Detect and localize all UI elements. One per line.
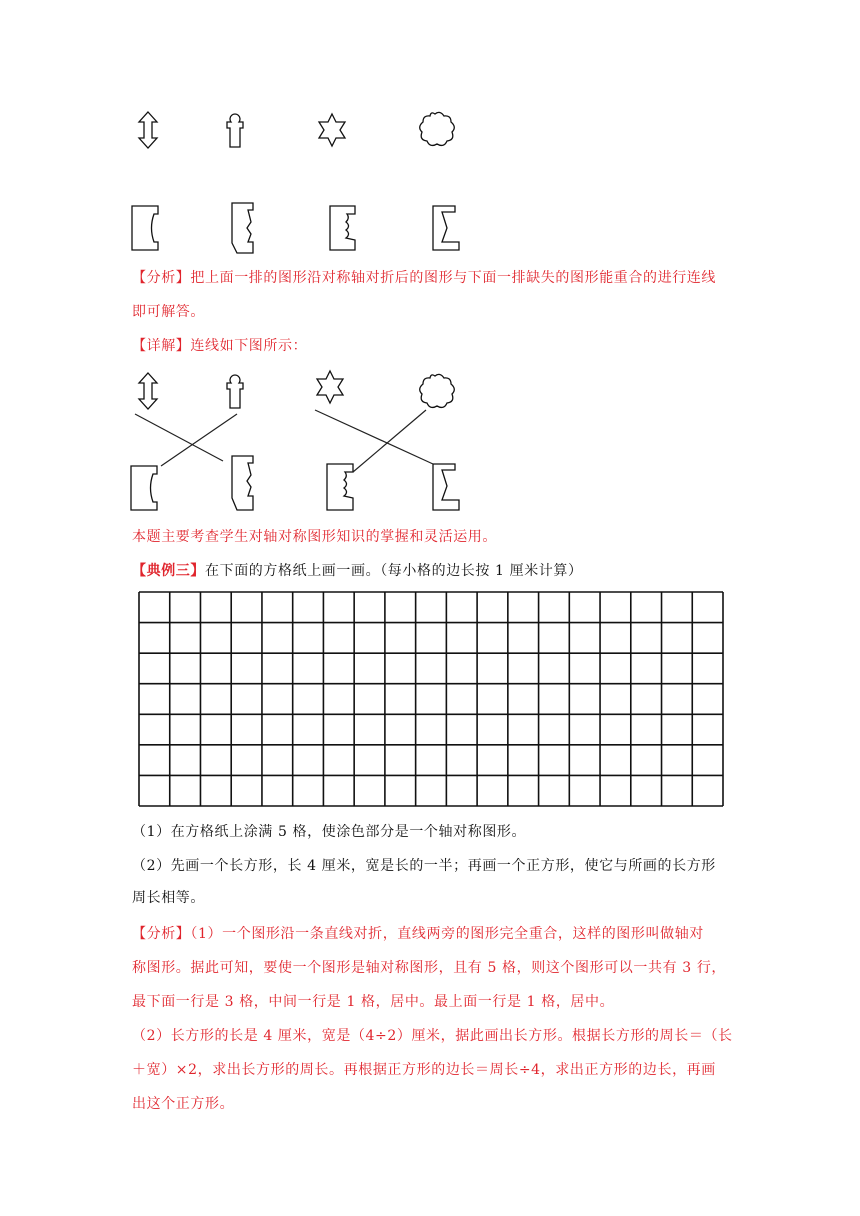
connection-diagram [125,368,475,513]
bracket-v-notch-icon [433,206,459,250]
bottom-shapes-row [125,198,475,258]
analysis-1-line-1-wrapper [132,924,742,944]
bracket-scalloped-notch-icon [327,464,353,510]
sub-question-2-line-2: 周长相等。 [132,890,205,906]
six-point-star-icon [319,114,345,146]
analysis-tag: 【分析】 [132,270,191,286]
keyhole-person-icon [227,375,243,408]
analysis-2-line-3: 出这个正方形。 [132,1096,235,1112]
keyhole-person-icon [227,114,243,147]
example-three-tag: 【典例三】 [132,563,205,579]
connection-line-4 [353,410,426,472]
analysis-2-line-1: （2）长方形的长是 4 厘米，宽是（4÷2）厘米，据此画出长方形。根据长方形的周长＝（长 [132,1028,733,1044]
bracket-scalloped-notch-icon [330,206,355,250]
detail-tag: 【详解】 [132,338,191,354]
analysis-1-line-1: （1）一个图形沿一条直线对折，直线两旁的图形完全重合，这样的图形叫做轴对 [190,926,704,942]
six-point-star-icon [317,371,343,403]
analysis-text-line-2: 即可解答。 [132,304,205,320]
top-shapes-row [125,100,475,160]
bracket-round-notch-icon [132,206,158,250]
double-arrow-icon [139,373,157,409]
bracket-pointed-notch-icon [232,456,253,510]
analysis-1-line-3: 最下面一行是 3 格，中间一行是 1 格，居中。最上面一行是 1 格，居中。 [132,994,615,1010]
summary-line: 本题主要考查学生对轴对称图形知识的掌握和灵活运用。 [132,529,497,545]
example-three-question: 在下面的方格纸上画一画。（每小格的边长按 1 厘米计算） [205,563,583,579]
connection-line-3 [315,410,433,464]
flower-icon [420,374,455,407]
detail-text: 连线如下图所示： [190,338,308,354]
analysis-2-line-2: ＋宽）×2，求出长方形的周长。再根据正方形的边长＝周长÷4，求出正方形的边长，再画 [132,1062,716,1078]
analysis-tag-2: 【分析】 [132,926,191,942]
analysis-text-line-1: 把上面一排的图形沿对称轴对折后的图形与下面一排缺失的图形能重合的进行连线 [190,270,717,286]
analysis-1-line-2: 称图形。据此可知，要使一个图形是轴对称图形，且有 5 格，则这个图形可以一共有 3 行， [132,960,727,976]
bracket-v-notch-icon [433,464,459,510]
analysis-paragraph-1 [132,268,742,288]
sub-question-1: （1）在方格纸上涂满 5 格，使涂色部分是一个轴对称图形。 [132,824,527,840]
double-arrow-icon [139,112,157,148]
bracket-round-notch-icon [131,466,157,510]
example-three-heading [132,561,742,581]
flower-icon [420,112,455,145]
connection-line-2 [161,414,237,466]
sub-question-2-line-1: （2）先画一个长方形，长 4 厘米，宽是长的一半；再画一个正方形，使它与所画的长方形 [132,858,716,874]
bracket-pointed-notch-icon [232,203,253,253]
detail-paragraph [132,336,742,356]
grid-paper [137,590,725,808]
